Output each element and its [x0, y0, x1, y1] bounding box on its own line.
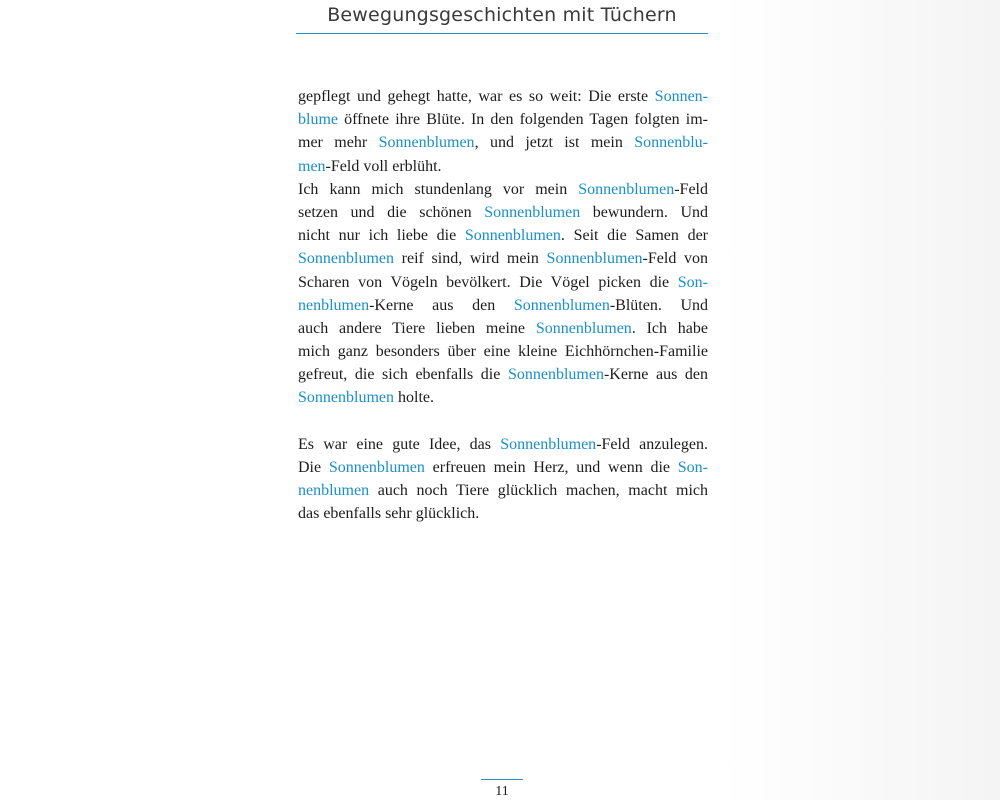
text-line — [298, 294, 708, 317]
highlighted-word: nenblumen — [298, 296, 370, 314]
body-text — [298, 85, 708, 526]
paragraph — [298, 178, 708, 410]
text-run: setzen und die schönen — [298, 203, 485, 221]
text-run: öffnete ihre Blüte. In den folgenden Tagen folgten im- — [338, 111, 708, 129]
text-run: -Feld anzulegen. — [596, 435, 708, 453]
text-run: bewundern. Und — [580, 203, 708, 221]
text-run: -Kerne aus den — [369, 296, 514, 314]
text-run: reif sind, wird mein — [394, 250, 547, 268]
highlighted-word: nenblumen — [298, 482, 370, 500]
text-line — [298, 479, 708, 502]
highlighted-word: Sonnenblu- — [634, 134, 708, 152]
text-line — [298, 271, 708, 294]
highlighted-word: Sonnenblumen — [378, 134, 475, 152]
highlighted-word: Sonnenblumen — [546, 250, 643, 268]
highlighted-word: Son- — [677, 273, 708, 291]
text-run: Scharen von Vögeln bevölkert. Die Vögel picken die — [298, 273, 678, 291]
text-line — [298, 155, 708, 178]
text-run: -Feld von — [642, 250, 708, 268]
text-run: -Feld voll erblüht. — [325, 157, 442, 175]
text-run: -Kerne aus den — [603, 366, 708, 384]
text-run: auch noch Tiere glücklich machen, macht mich — [369, 482, 708, 500]
text-line — [298, 131, 708, 154]
footer-rule — [481, 779, 523, 780]
text-line — [298, 433, 708, 456]
text-run: . Seit die Samen der — [560, 227, 708, 245]
text-run: holte. — [394, 389, 434, 407]
highlighted-word: Sonnen- — [654, 88, 708, 105]
header-rule — [296, 33, 708, 34]
highlighted-word: Sonnenblumen — [500, 435, 597, 453]
highlighted-word: blume — [298, 111, 338, 129]
highlighted-word: Sonnenblumen — [513, 296, 610, 314]
highlighted-word: Sonnenblumen — [578, 180, 675, 198]
text-line — [298, 340, 708, 363]
highlighted-word: Sonnenblumen — [464, 227, 561, 245]
highlighted-word: Sonnenblumen — [507, 366, 604, 384]
text-run: mich ganz besonders über eine kleine Eichhörnchen-Familie — [298, 343, 708, 361]
page-number: 11 — [495, 784, 509, 799]
text-run: mer mehr — [298, 134, 379, 152]
text-line — [298, 85, 708, 108]
highlighted-word: Sonnenblumen — [535, 319, 632, 337]
running-header-title: Bewegungsgeschichten mit Tüchern — [327, 4, 677, 26]
highlighted-word: Sonnenblumen — [328, 459, 425, 476]
text-line — [298, 386, 708, 409]
text-line — [298, 363, 708, 386]
text-run: Ich kann mich stundenlang vor mein — [298, 180, 579, 198]
paragraph — [298, 85, 708, 178]
text-line — [298, 178, 708, 201]
text-run: . Ich habe — [631, 319, 708, 337]
text-run: auch andere Tiere lieben meine — [298, 319, 536, 337]
text-line — [298, 247, 708, 270]
text-run: -Blüten. Und — [609, 296, 708, 314]
highlighted-word: men — [298, 157, 326, 175]
text-run: Es war eine gute Idee, das — [298, 435, 501, 453]
text-line — [298, 317, 708, 340]
paragraph-gap — [298, 410, 708, 433]
text-run: nicht nur ich liebe die — [298, 227, 465, 245]
highlighted-word: Son- — [677, 459, 708, 476]
highlighted-word: Sonnenblumen — [298, 250, 394, 268]
text-line — [298, 201, 708, 224]
text-run: gefreut, die sich ebenfalls die — [298, 366, 508, 384]
highlighted-word: Sonnenblumen — [298, 389, 394, 407]
text-line — [298, 456, 708, 479]
text-line — [298, 108, 708, 131]
text-run: Die — [298, 459, 329, 476]
text-line — [298, 224, 708, 247]
text-line — [298, 502, 708, 525]
highlighted-word: Sonnenblumen — [484, 203, 581, 221]
text-run: erfreuen mein Herz, und wenn die — [424, 459, 678, 476]
text-run: -Feld — [674, 180, 708, 198]
paragraph — [298, 433, 708, 526]
text-run: gepflegt und gehegt hatte, war es so weit: Die erste — [298, 88, 655, 105]
text-run: das ebenfalls sehr glücklich. — [298, 505, 480, 523]
text-run: , und jetzt ist mein — [474, 134, 635, 152]
